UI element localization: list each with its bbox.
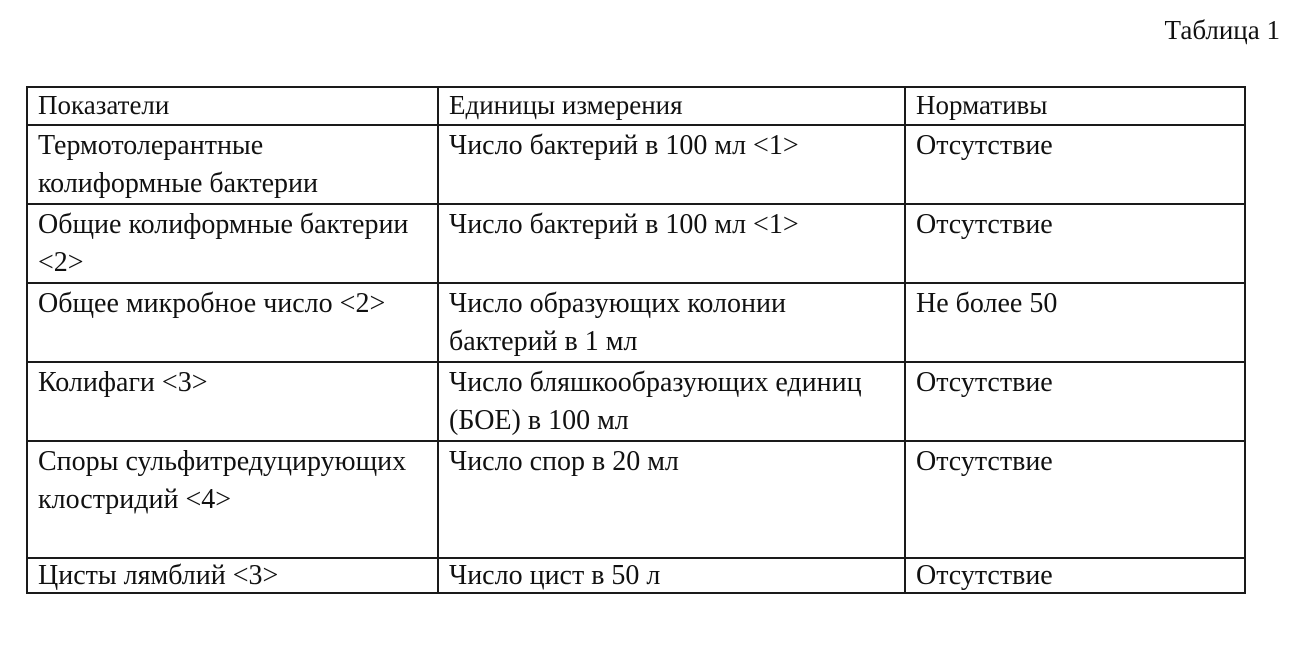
table-row bbox=[27, 125, 1245, 204]
unit-cell: Число бактерий в 100 мл <1> bbox=[438, 125, 905, 204]
norm-cell: Отсутствие bbox=[905, 362, 1245, 441]
norm-cell: Отсутствие bbox=[905, 204, 1245, 283]
norm-cell: Не более 50 bbox=[905, 283, 1245, 362]
norm-cell: Отсутствие bbox=[905, 558, 1245, 593]
table-row bbox=[27, 558, 1245, 593]
indicator-cell: Споры сульфитредуцирующих клостридий <4> bbox=[27, 441, 438, 558]
unit-cell: Число спор в 20 мл bbox=[438, 441, 905, 558]
table-row bbox=[27, 362, 1245, 441]
indicator-cell: Общие колиформные бактерии <2> bbox=[27, 204, 438, 283]
table-row bbox=[27, 283, 1245, 362]
norm-cell: Отсутствие bbox=[905, 441, 1245, 558]
indicator-cell: Цисты лямблий <3> bbox=[27, 558, 438, 593]
header-indicators: Показатели bbox=[27, 87, 438, 125]
norms-table bbox=[26, 86, 1246, 594]
table-row bbox=[27, 441, 1245, 558]
indicator-cell: Колифаги <3> bbox=[27, 362, 438, 441]
indicator-cell: Термотолерантные колиформные бактерии bbox=[27, 125, 438, 204]
unit-cell: Число бляшкообразующих единиц (БОЕ) в 100 мл bbox=[438, 362, 905, 441]
unit-cell: Число цист в 50 л bbox=[438, 558, 905, 593]
table-row bbox=[27, 204, 1245, 283]
table-caption: Таблица 1 bbox=[1164, 15, 1280, 45]
indicator-cell: Общее микробное число <2> bbox=[27, 283, 438, 362]
header-units: Единицы измерения bbox=[438, 87, 905, 125]
header-norms: Нормативы bbox=[905, 87, 1245, 125]
unit-cell: Число бактерий в 100 мл <1> bbox=[438, 204, 905, 283]
norm-cell: Отсутствие bbox=[905, 125, 1245, 204]
unit-cell: Число образующих колонии бактерий в 1 мл bbox=[438, 283, 905, 362]
table-header-row bbox=[27, 87, 1245, 125]
